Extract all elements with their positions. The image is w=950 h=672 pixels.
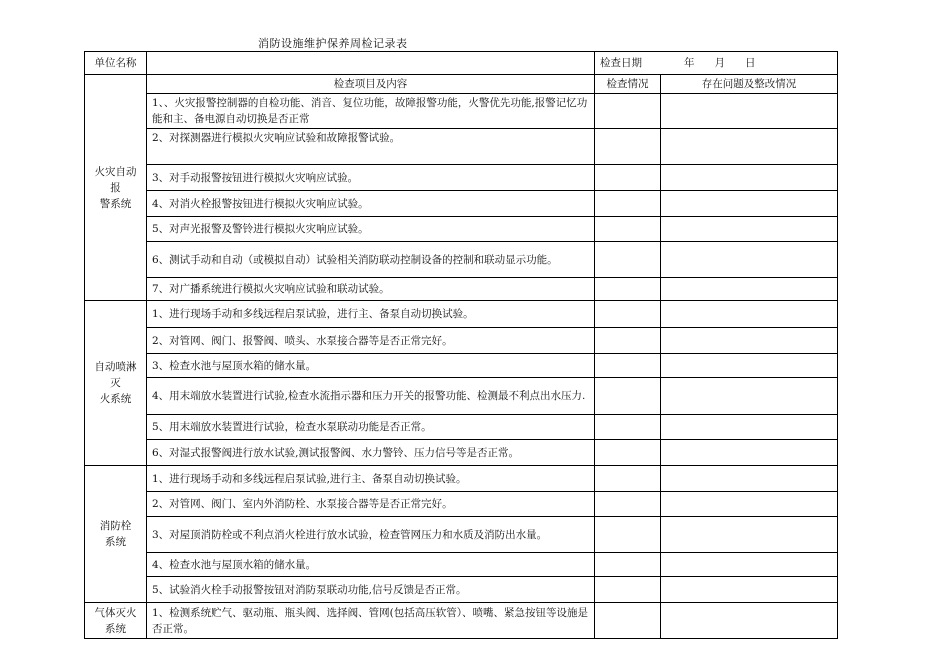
status-cell[interactable] bbox=[595, 577, 661, 603]
issues-cell[interactable] bbox=[661, 603, 838, 639]
status-cell[interactable] bbox=[595, 415, 661, 440]
table-row bbox=[85, 466, 838, 492]
item-text: 4、检查水池与屋顶水箱的储水量。 bbox=[147, 553, 595, 577]
issues-cell[interactable] bbox=[661, 378, 838, 415]
year-label: 年 bbox=[684, 57, 695, 69]
section-name-fire-alarm: 火灾自动 报 警系统 bbox=[85, 75, 147, 301]
table-row bbox=[85, 165, 838, 191]
table-row bbox=[85, 129, 838, 165]
column-header-items: 检查项目及内容 bbox=[147, 75, 595, 94]
status-cell[interactable] bbox=[595, 466, 661, 492]
item-text: 1、进行现场手动和多线远程启泵试验，进行主、备泵自动切换试验。 bbox=[147, 301, 595, 328]
item-text: 7、对广播系统进行模拟火灾响应试验和联动试验。 bbox=[147, 278, 595, 301]
item-text: 2、对探测器进行模拟火灾响应试验和故障报警试验。 bbox=[147, 129, 595, 165]
status-cell[interactable] bbox=[595, 191, 661, 217]
issues-cell[interactable] bbox=[661, 492, 838, 517]
issues-cell[interactable] bbox=[661, 242, 838, 278]
status-cell[interactable] bbox=[595, 94, 661, 129]
status-cell[interactable] bbox=[595, 217, 661, 242]
table-row bbox=[85, 301, 838, 328]
table-row bbox=[85, 242, 838, 278]
status-cell[interactable] bbox=[595, 440, 661, 466]
issues-cell[interactable] bbox=[661, 278, 838, 301]
status-cell[interactable] bbox=[595, 354, 661, 378]
table-row bbox=[85, 577, 838, 603]
issues-cell[interactable] bbox=[661, 517, 838, 553]
status-cell[interactable] bbox=[595, 378, 661, 415]
issues-cell[interactable] bbox=[661, 129, 838, 165]
issues-cell[interactable] bbox=[661, 440, 838, 466]
issues-cell[interactable] bbox=[661, 354, 838, 378]
issues-cell[interactable] bbox=[661, 165, 838, 191]
table-row bbox=[85, 440, 838, 466]
form-title: 消防设施维护保养周检记录表 bbox=[258, 37, 408, 50]
status-cell[interactable] bbox=[595, 603, 661, 639]
column-header-status: 检查情况 bbox=[595, 75, 661, 94]
status-cell[interactable] bbox=[595, 129, 661, 165]
status-cell[interactable] bbox=[595, 301, 661, 328]
issues-cell[interactable] bbox=[661, 577, 838, 603]
issues-cell[interactable] bbox=[661, 217, 838, 242]
section-name-gas-suppression: 气体灭火 系统 bbox=[85, 603, 147, 639]
status-cell[interactable] bbox=[595, 242, 661, 278]
table-row bbox=[85, 378, 838, 415]
month-label: 月 bbox=[714, 57, 725, 69]
issues-cell[interactable] bbox=[661, 94, 838, 129]
table-row bbox=[85, 354, 838, 378]
unit-name-label: 单位名称 bbox=[85, 52, 147, 75]
item-text: 5、试验消火栓手动报警按钮对消防泵联动功能,信号反馈是否正常。 bbox=[147, 577, 595, 603]
table-row bbox=[85, 278, 838, 301]
item-text: 6、测试手动和自动（或模拟自动）试验相关消防联动控制设备的控制和联动显示功能。 bbox=[147, 242, 595, 278]
table-row bbox=[85, 191, 838, 217]
inspection-table bbox=[84, 51, 838, 639]
item-text: 1、、火灾报警控制器的自检功能、消音、复位功能，故障报警功能，火警优先功能,报警记忆功能和主、备电源自动切换是否正常 bbox=[147, 94, 595, 129]
item-text: 4、对消火栓报警按钮进行模拟火灾响应试验。 bbox=[147, 191, 595, 217]
table-row bbox=[85, 94, 838, 129]
table-row bbox=[85, 603, 838, 639]
table-row bbox=[85, 328, 838, 354]
day-label: 日 bbox=[745, 57, 756, 69]
inspection-date-cell[interactable] bbox=[595, 52, 838, 75]
item-text: 1、检测系统贮气、驱动瓶、瓶头阀、选择阀、管网(包括高压软管）、喷嘴、紧急按钮等设施是否正常。 bbox=[147, 603, 595, 639]
item-text: 3、对手动报警按钮进行模拟火灾响应试验。 bbox=[147, 165, 595, 191]
status-cell[interactable] bbox=[595, 278, 661, 301]
header-row bbox=[85, 52, 838, 75]
section-name-hydrant: 消防栓 系统 bbox=[85, 466, 147, 603]
issues-cell[interactable] bbox=[661, 466, 838, 492]
inspection-date-label: 检查日期 bbox=[600, 57, 642, 69]
status-cell[interactable] bbox=[595, 328, 661, 354]
item-text: 4、用末端放水装置进行试验,检查水流指示器和压力开关的报警功能、检测最不利点出水压力. bbox=[147, 378, 595, 415]
column-header-row bbox=[85, 75, 838, 94]
item-text: 2、对管网、阀门、报警阀、喷头、水泵接合器等是否正常完好。 bbox=[147, 328, 595, 354]
item-text: 5、对声光报警及警铃进行模拟火灾响应试验。 bbox=[147, 217, 595, 242]
status-cell[interactable] bbox=[595, 165, 661, 191]
status-cell[interactable] bbox=[595, 553, 661, 577]
status-cell[interactable] bbox=[595, 492, 661, 517]
column-header-issues: 存在问题及整改情况 bbox=[661, 75, 838, 94]
item-text: 6、对湿式报警阀进行放水试验,测试报警阀、水力警铃、压力信号等是否正常。 bbox=[147, 440, 595, 466]
table-row bbox=[85, 553, 838, 577]
item-text: 1、进行现场手动和多线远程启泵试验,进行主、备泵自动切换试验。 bbox=[147, 466, 595, 492]
table-row bbox=[85, 217, 838, 242]
issues-cell[interactable] bbox=[661, 415, 838, 440]
status-cell[interactable] bbox=[595, 517, 661, 553]
section-name-sprinkler: 自动喷淋 灭 火系统 bbox=[85, 301, 147, 466]
issues-cell[interactable] bbox=[661, 553, 838, 577]
item-text: 5、用末端放水装置进行试验，检查水泵联动功能是否正常。 bbox=[147, 415, 595, 440]
issues-cell[interactable] bbox=[661, 301, 838, 328]
unit-name-field[interactable] bbox=[147, 52, 595, 75]
table-row bbox=[85, 415, 838, 440]
item-text: 3、对屋顶消防栓或不利点消火栓进行放水试验，检查管网压力和水质及消防出水量。 bbox=[147, 517, 595, 553]
table-row bbox=[85, 492, 838, 517]
item-text: 3、检查水池与屋顶水箱的储水量。 bbox=[147, 354, 595, 378]
table-row bbox=[85, 517, 838, 553]
item-text: 2、对管网、阀门、室内外消防栓、水泵接合器等是否正常完好。 bbox=[147, 492, 595, 517]
issues-cell[interactable] bbox=[661, 191, 838, 217]
issues-cell[interactable] bbox=[661, 328, 838, 354]
